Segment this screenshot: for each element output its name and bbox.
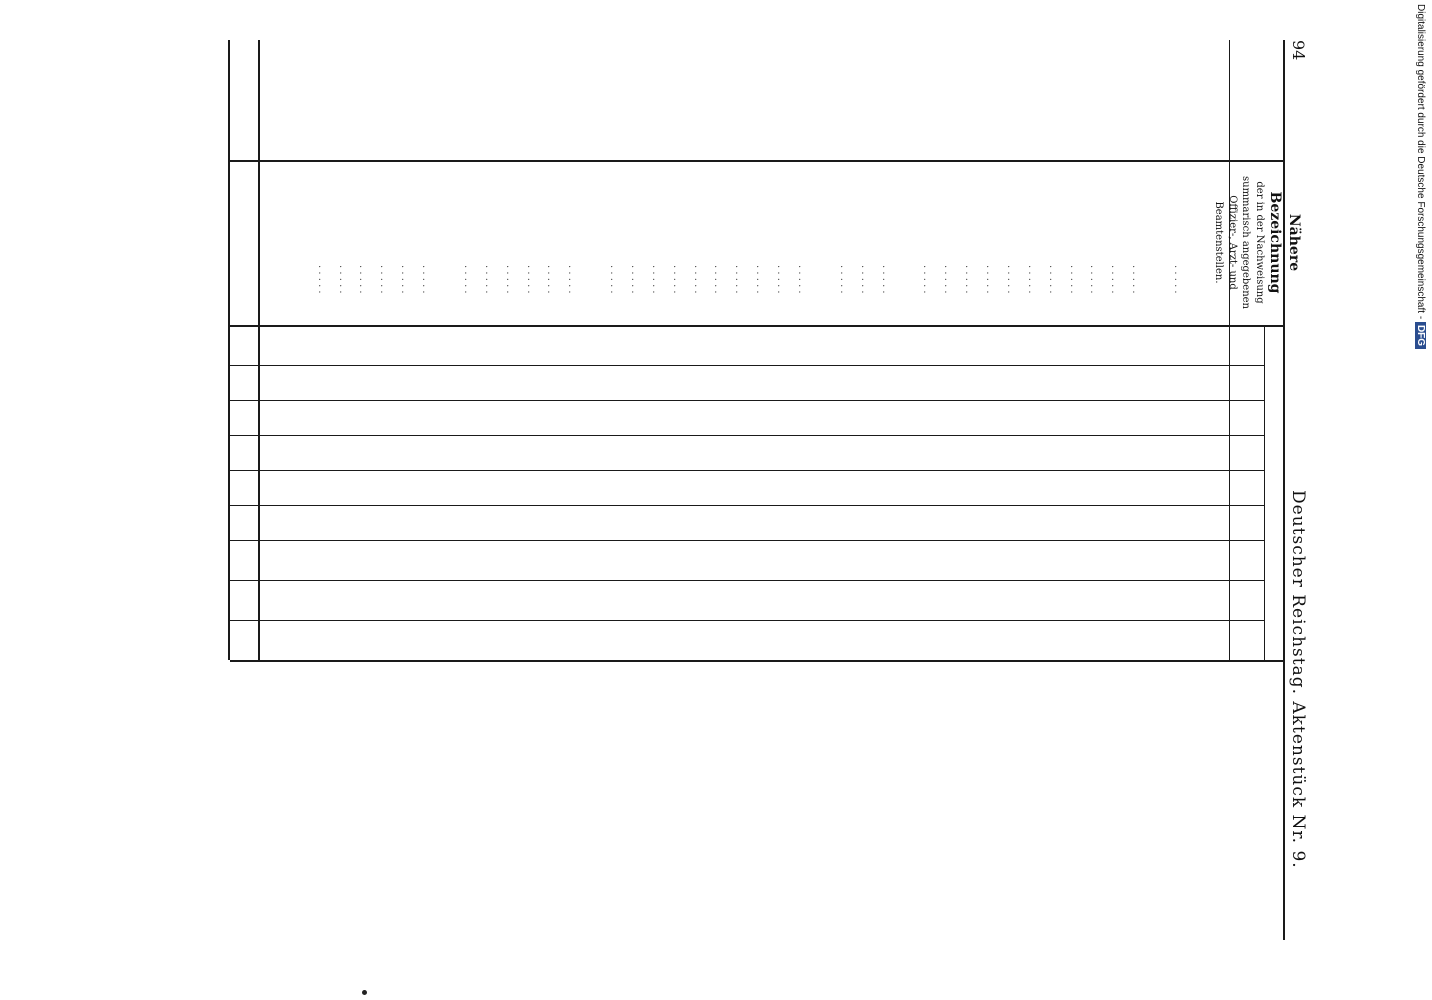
leader-dots: . . . . . — [399, 265, 411, 294]
leader-dots: . . . . . — [858, 265, 870, 294]
header-laufende — [1230, 42, 1285, 158]
rule-v — [230, 365, 1265, 366]
rule-v — [230, 620, 1265, 621]
leader-dots: . . . . . — [1130, 265, 1142, 294]
leader-dots: . . . . . — [503, 265, 515, 294]
leader-dots: . . . . . — [420, 265, 432, 294]
leader-dots: . . . . . — [942, 265, 954, 294]
leader-dots: . . . . . — [336, 265, 348, 294]
leader-dots: . . . . . — [775, 265, 787, 294]
leader-dots: . . . . . — [712, 265, 724, 294]
leader-dots: . . . . . — [879, 265, 891, 294]
leader-dots: . . . . . — [608, 265, 620, 294]
rule-v — [230, 470, 1265, 471]
rule-v — [230, 435, 1265, 436]
column-header — [1230, 401, 1265, 434]
digitization-sidebar: Digitalisierung gefördert durch die Deutsche Forschungsgemeinschaft - DFG — [1412, 4, 1426, 394]
leader-dots: . . . . . — [1067, 265, 1079, 294]
rule-v — [230, 505, 1265, 506]
rule-h — [259, 40, 261, 660]
rule-v — [230, 400, 1265, 401]
column-header — [1230, 326, 1265, 364]
rule-v — [230, 580, 1265, 581]
leader-dots: . . . . . — [315, 265, 327, 294]
column-header — [1230, 506, 1265, 539]
leader-dots: . . . . . — [1109, 265, 1121, 294]
leader-dots: . . . . . — [482, 265, 494, 294]
rule-v — [230, 160, 1285, 162]
leader-dots: . . . . . — [461, 265, 473, 294]
column-header — [1230, 436, 1265, 469]
leader-dots: . . . . . — [1172, 265, 1183, 294]
leader-dots: . . . . . — [545, 265, 557, 294]
header-naehere-title: Nähere Bezeichnung — [1267, 191, 1303, 294]
column-header — [1230, 581, 1265, 619]
column-header — [1230, 541, 1265, 579]
leader-dots: . . . . . — [628, 265, 640, 294]
running-title: Deutscher Reichstag. Aktenstück Nr. 9. — [1288, 490, 1308, 869]
leader-dots: . . . . . — [378, 265, 390, 294]
leader-dots: . . . . . — [796, 265, 808, 294]
column-header — [1230, 471, 1265, 504]
column-header — [1230, 366, 1265, 399]
leader-dots: . . . . . — [837, 265, 849, 294]
leader-dots: . . . . . — [1088, 265, 1100, 294]
rule-v — [230, 660, 1285, 662]
leader-dots: . . . . . — [566, 265, 578, 294]
rotated-page — [80, 40, 1310, 940]
leader-dots: . . . . . — [921, 265, 933, 294]
leader-dots: . . . . . — [357, 265, 369, 294]
column-header — [1230, 621, 1265, 659]
leader-dots: . . . . . — [754, 265, 766, 294]
header-bemerkungen — [1230, 660, 1285, 940]
leader-dots: . . . . . — [963, 265, 975, 294]
leader-dots: . . . . . — [733, 265, 745, 294]
page-number: 94 — [1289, 40, 1308, 61]
leader-dots: . . . . . — [524, 265, 536, 294]
header-naehere-text: der in der Nachweisung summarisch angegebenen Offizier-, Arzt- und Beamtenstellen. — [1213, 176, 1265, 309]
dfg-logo: DFG — [1415, 322, 1426, 349]
header-naehere — [1213, 162, 1303, 323]
leader-dots: . . . . . — [984, 265, 996, 294]
rule-v — [230, 540, 1265, 541]
digitization-note: Digitalisierung gefördert durch die Deutsche Forschungsgemeinschaft — [1415, 4, 1426, 314]
scan-speck — [362, 990, 367, 995]
leader-dots: . . . . . — [649, 265, 661, 294]
leader-dots: . . . . . — [1004, 265, 1016, 294]
rule-h — [228, 40, 230, 660]
leader-dots: . . . . . — [1046, 265, 1058, 294]
personnel-table — [80, 40, 1310, 940]
leader-dots: . . . . . — [670, 265, 682, 294]
leader-dots: . . . . . — [691, 265, 703, 294]
leader-dots: . . . . . — [1025, 265, 1037, 294]
header-zahl — [1265, 325, 1285, 660]
rule-v — [230, 325, 1285, 327]
